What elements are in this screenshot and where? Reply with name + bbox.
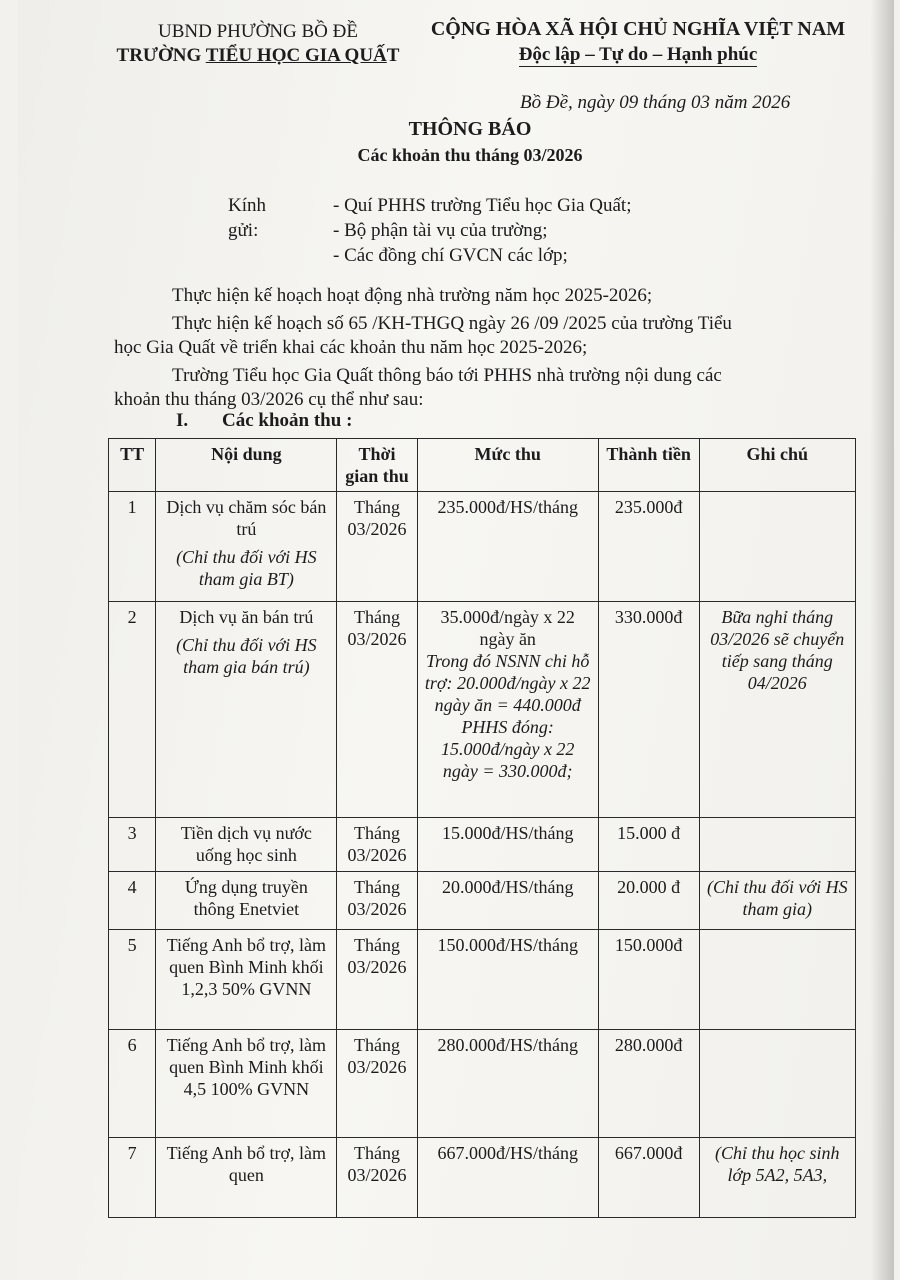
table-row — [109, 872, 856, 930]
header-tt: TT — [109, 439, 156, 492]
recipients-list — [333, 193, 632, 268]
cell-note: (Chỉ thu đối với HS tham gia bán trú) — [176, 635, 317, 677]
cell-tt: 6 — [109, 1030, 156, 1138]
table-row — [109, 1030, 856, 1138]
cell-ghi-chu: Bữa nghỉ tháng 03/2026 sẽ chuyển tiếp sang tháng 04/2026 — [699, 602, 855, 818]
cell-muc-thu: 15.000đ/HS/tháng — [417, 818, 598, 872]
org-line1: UBND PHƯỜNG BỒ ĐỀ — [157, 21, 358, 42]
nation-name: CỘNG HÒA XÃ HỘI CHỦ NGHĨA VIỆT NAM — [430, 18, 846, 40]
cell-thanh-tien: 667.000đ — [598, 1138, 699, 1218]
cell-ghi-chu — [699, 930, 855, 1030]
cell-thoi-gian: Tháng 03/2026 — [337, 492, 417, 602]
org-name-underlined: TIỂU HỌC GIA QUẤ — [205, 45, 387, 66]
cell-thanh-tien: 20.000 đ — [598, 872, 699, 930]
cell-muc-thu: 280.000đ/HS/tháng — [417, 1030, 598, 1138]
cell-noi-dung: Tiếng Anh bổ trợ, làm quen — [156, 1138, 337, 1218]
table-row — [109, 492, 856, 602]
national-motto: Độc lập – Tự do – Hạnh phúc — [518, 44, 758, 65]
cell-thanh-tien: 280.000đ — [598, 1030, 699, 1138]
organization-header — [108, 20, 408, 68]
cell-thoi-gian: Tháng 03/2026 — [337, 602, 417, 818]
cell-ghi-chu — [699, 818, 855, 872]
table-row — [109, 602, 856, 818]
cell-tt: 5 — [109, 930, 156, 1030]
header-noi-dung: Nội dung — [156, 439, 337, 492]
document-date: Bồ Đề, ngày 09 tháng 03 năm 2026 — [520, 92, 791, 113]
recipient-item: - Quí PHHS trường Tiểu học Gia Quất; — [333, 195, 632, 216]
cell-thoi-gian: Tháng 03/2026 — [337, 818, 417, 872]
cell-muc-thu: 150.000đ/HS/tháng — [417, 930, 598, 1030]
cell-tt: 4 — [109, 872, 156, 930]
cell-thoi-gian: Tháng 03/2026 — [337, 1030, 417, 1138]
cell-noi-dung: Ứng dụng truyền thông Enetviet — [156, 872, 337, 930]
section-number: I. — [176, 410, 189, 431]
recipient-item: - Bộ phận tài vụ của trường; — [333, 220, 548, 241]
cell-tt: 7 — [109, 1138, 156, 1218]
cell-muc-thu: 20.000đ/HS/tháng — [417, 872, 598, 930]
cell-tt: 1 — [109, 492, 156, 602]
section-heading — [176, 410, 352, 432]
cell-ghi-chu: (Chỉ thu đối với HS tham gia) — [699, 872, 855, 930]
cell-muc-thu: 667.000đ/HS/tháng — [417, 1138, 598, 1218]
section-title: Các khoản thu : — [222, 410, 353, 431]
cell-thoi-gian: Tháng 03/2026 — [337, 872, 417, 930]
notice-subtitle: Các khoản thu tháng 03/2026 — [357, 145, 583, 165]
cell-noi-dung: Dịch vụ ăn bán trú (Chỉ thu đối với HS tham gia bán trú) — [156, 602, 337, 818]
header-thoi-gian: Thời gian thu — [337, 439, 417, 492]
cell-noi-dung: Tiếng Anh bổ trợ, làm quen Bình Minh khối 1,2,3 50% GVNN — [156, 930, 337, 1030]
cell-ghi-chu: (Chỉ thu học sinh lớp 5A2, 5A3, — [699, 1138, 855, 1218]
cell-note: (Chỉ thu đối với HS tham gia BT) — [176, 547, 317, 589]
cell-thoi-gian: Tháng 03/2026 — [337, 1138, 417, 1218]
cell-tt: 2 — [109, 602, 156, 818]
header-ghi-chu: Ghi chú — [699, 439, 855, 492]
cell-thoi-gian: Tháng 03/2026 — [337, 930, 417, 1030]
cell-thanh-tien: 150.000đ — [598, 930, 699, 1030]
paragraph-2-line2: học Gia Quất về triển khai các khoản thu năm học 2025-2026; — [114, 337, 588, 358]
paragraph-3-line2: khoản thu tháng 03/2026 cụ thể như sau: — [114, 389, 424, 410]
paragraph-1: Thực hiện kế hoạch hoạt động nhà trường năm học 2025-2026; — [172, 285, 653, 306]
cell-noi-dung: Tiếng Anh bổ trợ, làm quen Bình Minh khối 4,5 100% GVNN — [156, 1030, 337, 1138]
org-line2: TRƯỜNG TIỂU HỌC GIA QUẤT — [116, 45, 400, 66]
cell-tt: 3 — [109, 818, 156, 872]
cell-thanh-tien: 15.000 đ — [598, 818, 699, 872]
cell-ghi-chu — [699, 1030, 855, 1138]
fees-table — [108, 438, 856, 1218]
cell-noi-dung: Dịch vụ chăm sóc bán trú (Chỉ thu đối với HS tham gia BT) — [156, 492, 337, 602]
cell-muc-thu: 235.000đ/HS/tháng — [417, 492, 598, 602]
header-thanh-tien: Thành tiền — [598, 439, 699, 492]
national-header — [418, 16, 858, 68]
cell-note: PHHS đóng: 15.000đ/ngày x 22 ngày = 330.000đ; — [440, 717, 575, 781]
recipient-item: - Các đồng chí GVCN các lớp; — [333, 245, 568, 266]
cell-ghi-chu — [699, 492, 855, 602]
cell-thanh-tien: 235.000đ — [598, 492, 699, 602]
table-row — [109, 930, 856, 1030]
table-row — [109, 1138, 856, 1218]
header-muc-thu: Mức thu — [417, 439, 598, 492]
notice-title: THÔNG BÁO — [408, 118, 532, 140]
paragraph-2-line1: Thực hiện kế hoạch số 65 /KH-THGQ ngày 26 /09 /2025 của trường Tiểu — [172, 313, 732, 334]
paragraph-3-line1: Trường Tiểu học Gia Quất thông báo tới PHHS nhà trường nội dung các — [172, 365, 722, 386]
cell-note: Trong đó NSNN chi hỗ trợ: 20.000đ/ngày x 22 ngày ăn = 440.000đ — [424, 651, 591, 715]
cell-noi-dung: Tiền dịch vụ nước uống học sinh — [156, 818, 337, 872]
recipients-label: Kính gửi: — [228, 195, 266, 241]
cell-thanh-tien: 330.000đ — [598, 602, 699, 818]
cell-muc-thu: 35.000đ/ngày x 22 ngày ăn Trong đó NSNN chi hỗ trợ: 20.000đ/ngày x 22 ngày ăn = 440.000đ PHHS đóng: 15.000đ/ngày x 22 ngày = 330.000đ; — [417, 602, 598, 818]
table-header-row — [109, 439, 856, 492]
page-shadow — [870, 0, 894, 1280]
table-row — [109, 818, 856, 872]
